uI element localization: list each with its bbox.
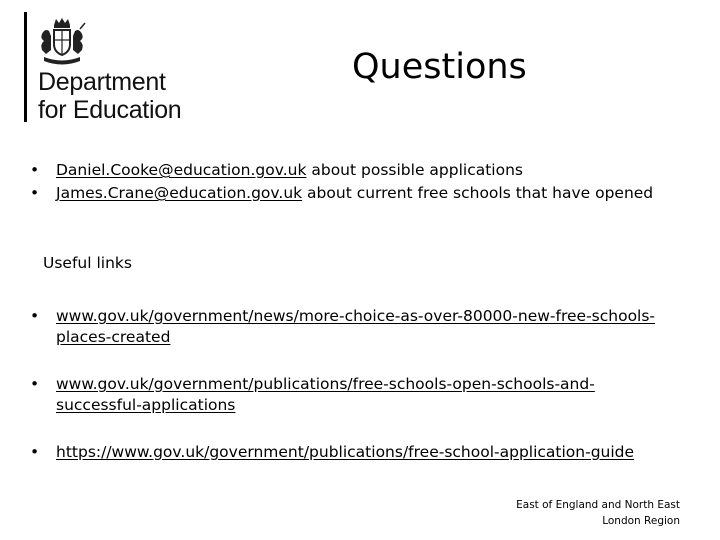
bullet-marker: • xyxy=(30,161,40,179)
link-application-guide[interactable]: https://www.gov.uk/government/publications/free-school-application-guide xyxy=(56,443,635,461)
link-bullet-2 xyxy=(28,374,688,416)
logo-divider xyxy=(24,12,27,122)
contact-bullet-1 xyxy=(28,160,688,181)
bullet-marker: • xyxy=(30,375,40,393)
contact-desc-1: about possible applications xyxy=(306,161,523,179)
footer-region xyxy=(480,497,680,529)
email-link-daniel-cooke[interactable]: Daniel.Cooke@education.gov.uk xyxy=(56,161,307,179)
link-bullet-1 xyxy=(28,306,688,348)
contact-bullet-2 xyxy=(28,183,688,204)
dfe-logo xyxy=(24,12,214,124)
bullet-marker: • xyxy=(30,184,40,202)
link-successful-applications[interactable]: www.gov.uk/government/publications/free-schools-open-schools-and-successful-applications xyxy=(56,375,595,414)
link-free-school-places[interactable]: www.gov.uk/government/news/more-choice-as-over-80000-new-free-schools-places-created xyxy=(56,307,656,346)
bullet-marker: • xyxy=(30,307,40,325)
email-link-james-crane[interactable]: James.Crane@education.gov.uk xyxy=(56,184,303,202)
royal-coat-of-arms-icon xyxy=(36,16,88,70)
useful-links-heading: Useful links xyxy=(43,254,132,272)
slide-title: Questions xyxy=(352,47,527,87)
contact-desc-2: about current free schools that have opened xyxy=(302,184,654,202)
contact-text-2 xyxy=(56,183,676,204)
link-bullet-3 xyxy=(28,442,688,463)
logo-line-2: for Education xyxy=(38,96,182,124)
bullet-marker: • xyxy=(30,443,40,461)
logo-wordmark xyxy=(38,68,181,124)
logo-line-1: Department xyxy=(38,68,166,96)
contact-text-1 xyxy=(56,160,523,181)
footer-line-1: East of England and North East xyxy=(516,499,680,511)
footer-line-2: London Region xyxy=(602,515,680,527)
